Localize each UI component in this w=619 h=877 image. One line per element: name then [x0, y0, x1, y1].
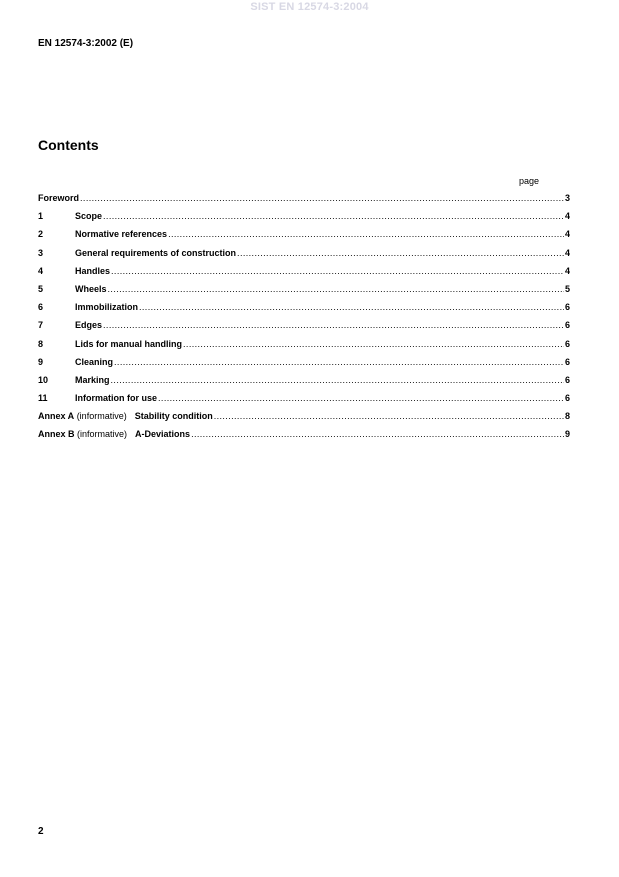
- dot-leader: [114, 357, 564, 367]
- toc-entry-page: 6: [564, 338, 570, 349]
- toc-entry-page: 6: [564, 374, 570, 385]
- dot-leader: [139, 302, 564, 312]
- toc-entry-title: Lids for manual handling: [75, 338, 183, 349]
- toc-entry-number: 1: [38, 211, 44, 222]
- dot-leader: [183, 339, 564, 349]
- page-column-label: page: [519, 176, 540, 186]
- toc-entry-9[interactable]: [38, 357, 570, 375]
- dot-leader: [111, 375, 564, 385]
- toc-entry-title: Edges: [75, 320, 103, 331]
- annex-prefix: [38, 429, 135, 439]
- toc-entry-10[interactable]: [38, 375, 570, 393]
- table-of-contents: [38, 193, 570, 448]
- dot-leader: [214, 411, 564, 421]
- dot-leader: [80, 193, 564, 203]
- toc-entry-page: 6: [564, 393, 570, 404]
- page-number: 2: [38, 826, 44, 837]
- toc-entry-title: General requirements of construction: [75, 247, 237, 258]
- annex-type: (informative): [77, 429, 128, 440]
- toc-entry-title: A-Deviations: [135, 429, 191, 440]
- toc-entry-number: 2: [38, 229, 44, 240]
- toc-entry-page: 8: [564, 411, 570, 422]
- toc-entry-page: 5: [564, 283, 570, 294]
- dot-leader: [103, 211, 564, 221]
- annex-label: Annex B: [38, 429, 75, 440]
- toc-entry-title: Information for use: [75, 393, 158, 404]
- toc-entry-number: 8: [38, 338, 44, 349]
- toc-entry-page: 4: [564, 247, 570, 258]
- dot-leader: [111, 266, 564, 276]
- toc-entry-page: 6: [564, 320, 570, 331]
- toc-entry-number: 5: [38, 283, 44, 294]
- toc-entry-title: Normative references: [75, 229, 168, 240]
- annex-prefix: [38, 411, 135, 421]
- toc-entry-foreword[interactable]: [38, 193, 570, 211]
- toc-entry-page: 4: [564, 211, 570, 222]
- toc-entry-number: 9: [38, 356, 44, 367]
- dot-leader: [158, 393, 564, 403]
- watermark: SIST EN 12574-3:2004: [250, 1, 369, 13]
- toc-entry-2[interactable]: [38, 229, 570, 247]
- toc-entry-page: 4: [564, 265, 570, 276]
- toc-entry-4[interactable]: [38, 266, 570, 284]
- toc-entry-title: Marking: [75, 374, 110, 385]
- contents-title: Contents: [38, 137, 99, 153]
- toc-entry-page: 4: [564, 229, 570, 240]
- dot-leader: [168, 229, 564, 239]
- dot-leader: [108, 284, 564, 294]
- toc-entry-5[interactable]: [38, 284, 570, 302]
- toc-entry-title: Immobilization: [75, 302, 138, 313]
- toc-entry-6[interactable]: [38, 302, 570, 320]
- toc-entry-number: 11: [38, 393, 48, 404]
- toc-entry-page: 6: [564, 302, 570, 313]
- toc-entry-title: Wheels: [75, 283, 107, 294]
- dot-leader: [103, 320, 564, 330]
- toc-entry-number: 10: [38, 374, 49, 385]
- toc-entry-1[interactable]: [38, 211, 570, 229]
- toc-entry-7[interactable]: [38, 320, 570, 338]
- document-id-header: EN 12574-3:2002 (E): [38, 38, 134, 49]
- toc-entry-title: Stability condition: [134, 411, 213, 422]
- toc-entry-number: 3: [38, 247, 44, 258]
- toc-entry-page: 3: [564, 193, 570, 203]
- toc-entry-annex-b[interactable]: [38, 429, 570, 447]
- annex-label: Annex A: [38, 411, 75, 422]
- toc-entry-title: Handles: [75, 265, 111, 276]
- toc-entry-number: 4: [38, 265, 44, 276]
- dot-leader: [191, 429, 564, 439]
- toc-entry-title: Foreword: [38, 193, 80, 203]
- toc-entry-page: 9: [564, 429, 570, 440]
- annex-type: (informative): [76, 411, 127, 422]
- toc-entry-title: Scope: [75, 211, 103, 222]
- toc-entry-11[interactable]: [38, 393, 570, 411]
- toc-entry-3[interactable]: [38, 248, 570, 266]
- dot-leader: [237, 248, 564, 258]
- toc-entry-number: 6: [38, 302, 44, 313]
- toc-entry-title: Cleaning: [75, 356, 114, 367]
- toc-entry-number: 7: [38, 320, 44, 331]
- toc-entry-8[interactable]: [38, 339, 570, 357]
- toc-entry-annex-a[interactable]: [38, 411, 570, 429]
- toc-entry-page: 6: [564, 356, 570, 367]
